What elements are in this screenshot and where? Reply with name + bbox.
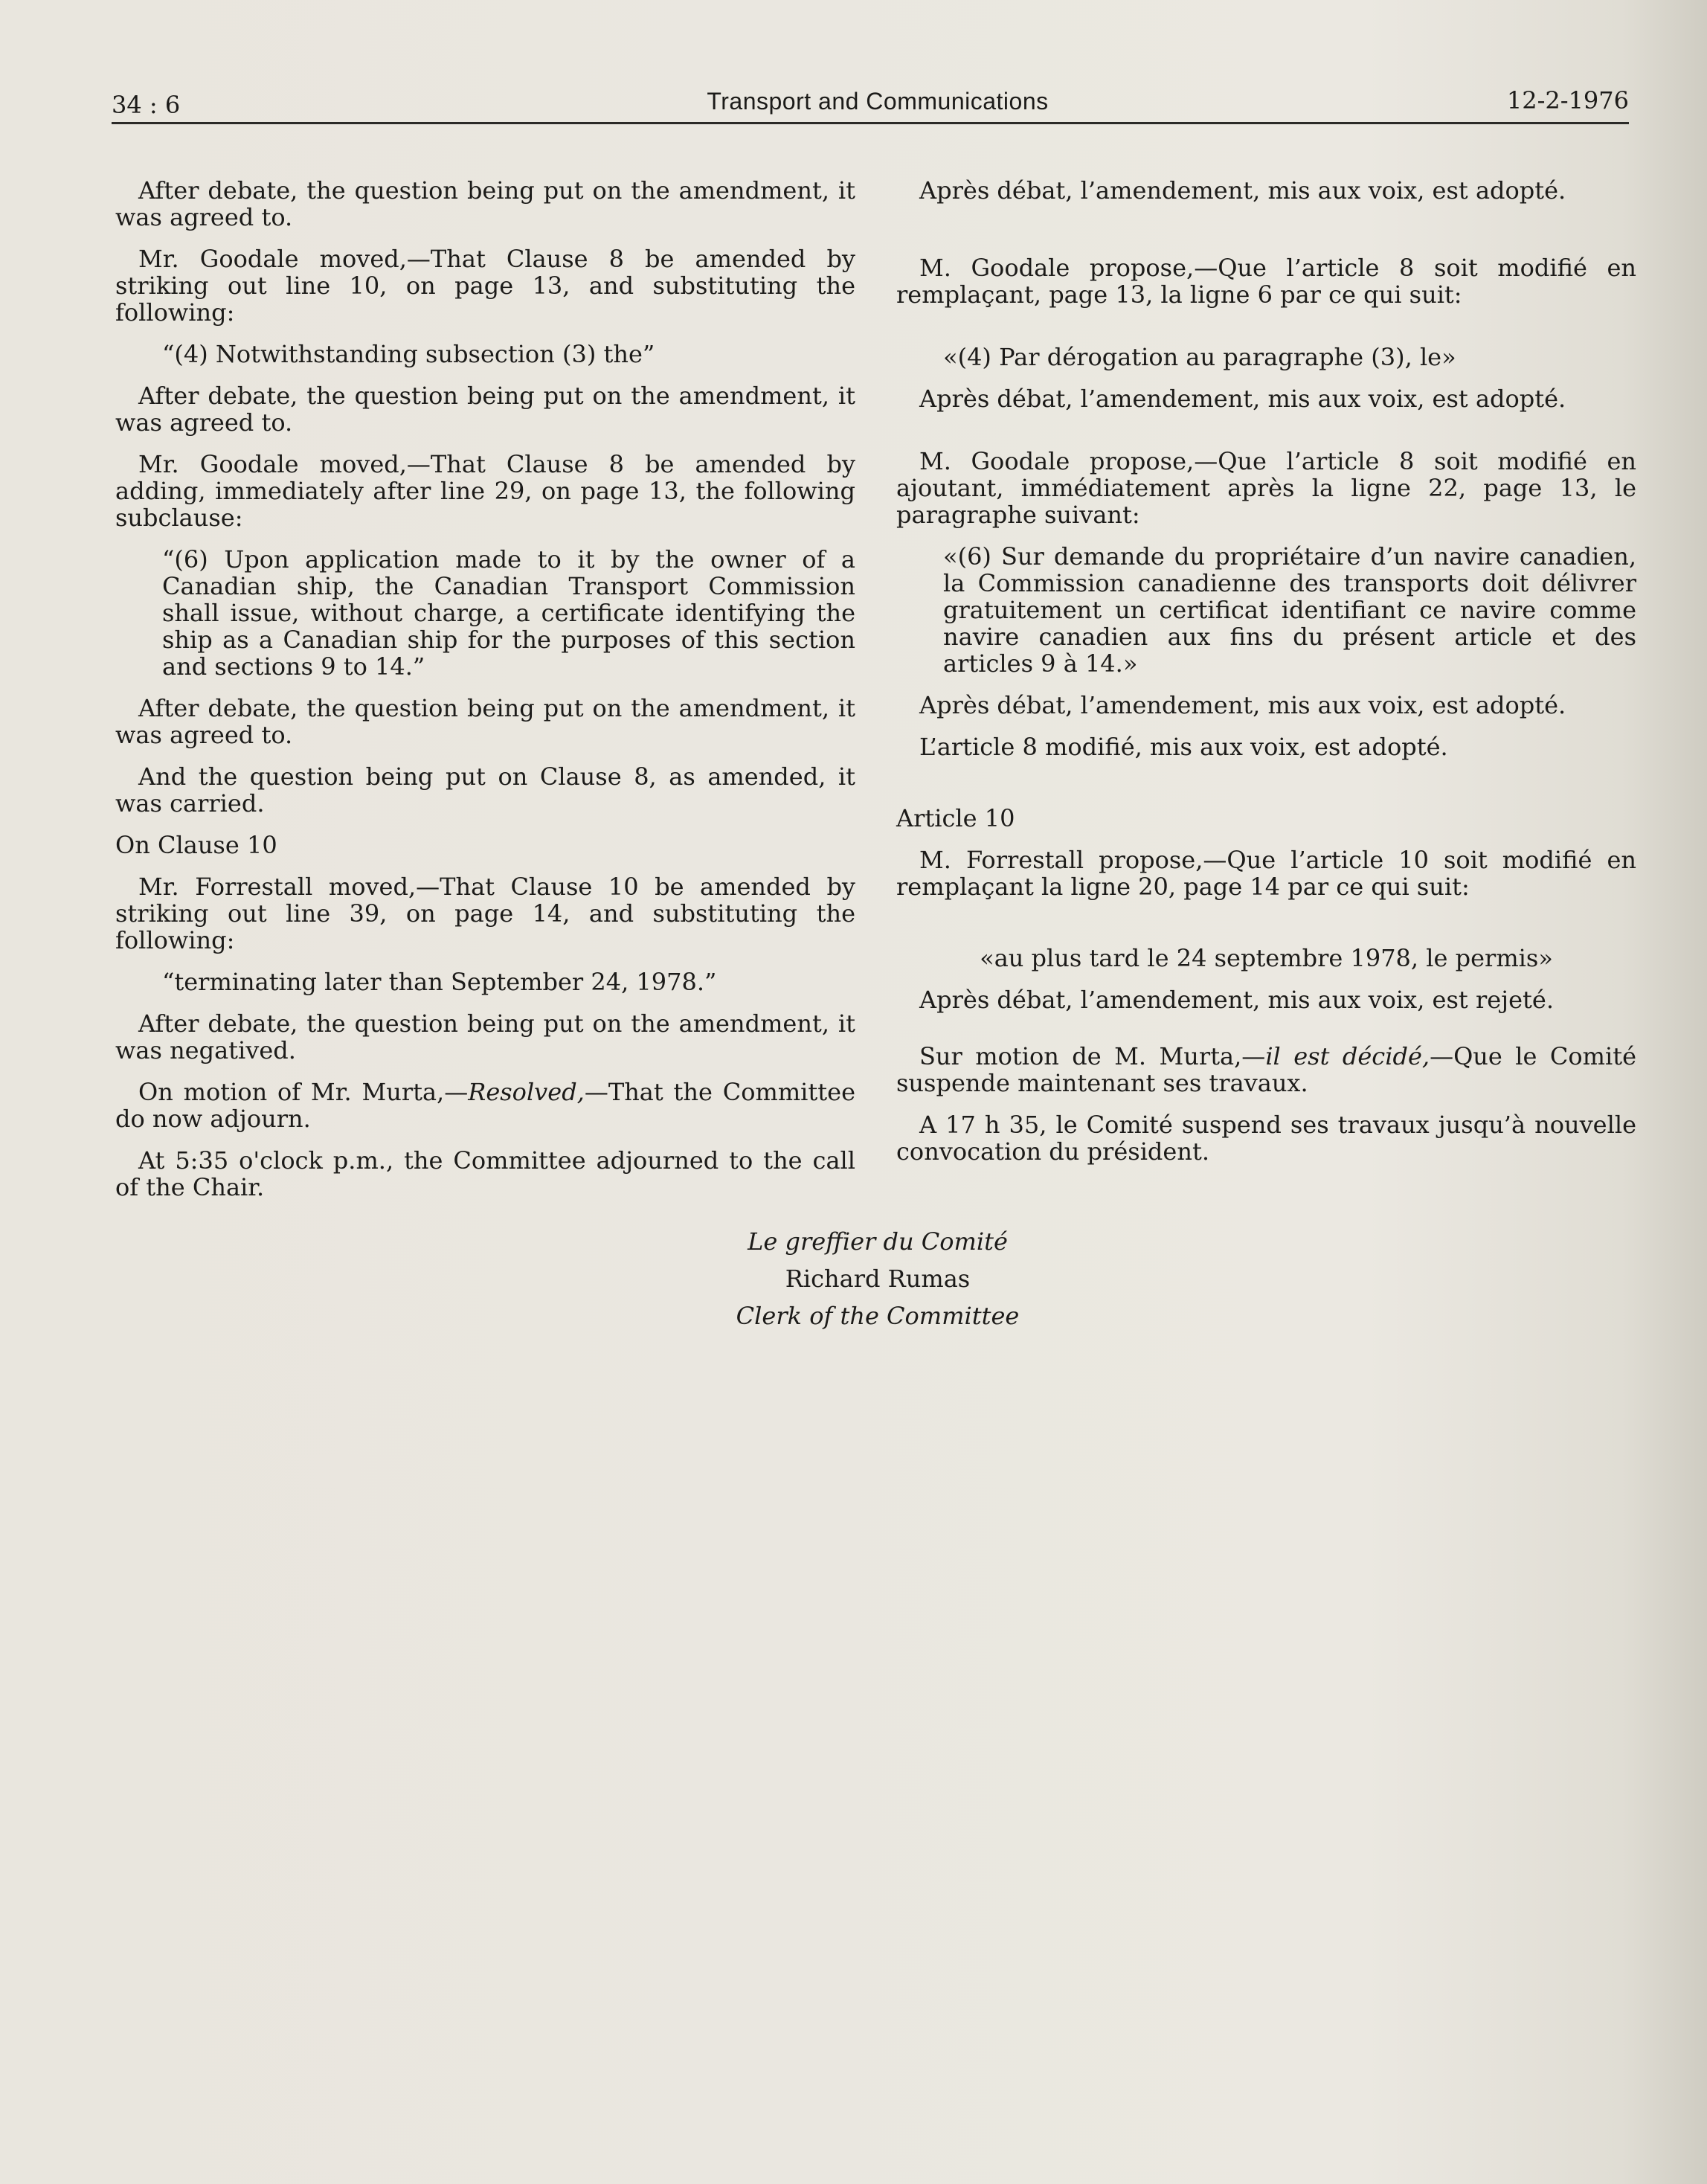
paragraph: After debate, the question being put on the amendment, it was agreed to. xyxy=(115,176,855,231)
paragraph: M. Forrestall propose,—Que l’article 10 soit modifié en remplaçant la ligne 20, page 14 par ce qui suit: xyxy=(896,846,1636,901)
paragraph: And the question being put on Clause 8, as amended, it was carried. xyxy=(115,762,855,818)
clerk-title-english: Clerk of the Committee xyxy=(736,1302,1020,1330)
spacer xyxy=(896,1028,1636,1043)
section-heading: Article 10 xyxy=(896,804,1015,832)
spacer xyxy=(896,915,1636,945)
italic-text: il est décidé, xyxy=(1265,1042,1430,1070)
clerk-name: Richard Rumas xyxy=(785,1265,971,1293)
paragraph: M. Goodale propose,—Que l’article 8 soit modifié en ajoutant, immédiatement après la ligne 22, page 13, le paragraphe suivant: xyxy=(896,447,1636,529)
header-date: 12-2-1976 xyxy=(1506,86,1629,115)
spacer xyxy=(896,775,1636,805)
paragraph: Après débat, l’amendement, mis aux voix, est adopté. xyxy=(919,176,1566,205)
paragraph: Après débat, l’amendement, mis aux voix, est adopté. xyxy=(919,385,1566,413)
spacer xyxy=(896,427,1636,448)
paragraph: Après débat, l’amendement, mis aux voix, est rejeté. xyxy=(919,986,1554,1014)
spacer xyxy=(896,323,1636,344)
signature-block xyxy=(115,1223,1640,1335)
paragraph xyxy=(896,1043,1636,1096)
english-column xyxy=(115,177,855,1215)
paragraph: Mr. Goodale moved,—That Clause 8 be amended by adding, immediately after line 29, on page 13, the following subclause: xyxy=(115,450,855,532)
header-rule xyxy=(112,122,1629,124)
paragraph: Après débat, l’amendement, mis aux voix, est adopté. xyxy=(919,691,1566,719)
paragraph: A 17 h 35, le Comité suspend ses travaux jusqu’à nouvelle convocation du président. xyxy=(896,1111,1636,1166)
spacer xyxy=(896,219,1636,254)
paragraph: L’article 8 modifié, mis aux voix, est adopté. xyxy=(919,733,1448,761)
text-run: —That the Committee do now adjourn. xyxy=(115,1078,855,1133)
paragraph: M. Goodale propose,—Que l’article 8 soit modifié en remplaçant, page 13, la ligne 6 par ce qui suit: xyxy=(896,254,1636,309)
clerk-title-french: Le greffier du Comité xyxy=(748,1227,1008,1256)
paragraph xyxy=(115,1079,855,1132)
paragraph: After debate, the question being put on the amendment, it was negatived. xyxy=(115,1009,855,1064)
quoted-amendment: «(6) Sur demande du propriétaire d’un navire canadien, la Commission canadienne des transports doit délivrer gratuitement un certificat identifiant ce navire comme navire canadien aux fins du présent article et des articles 9 à 14.» xyxy=(943,542,1636,678)
quoted-amendment: «au plus tard le 24 septembre 1978, le permis» xyxy=(980,944,1553,972)
quoted-amendment: “terminating later than September 24, 1978.” xyxy=(162,968,717,996)
text-run: —Que le Comité suspende maintenant ses travaux. xyxy=(896,1042,1637,1097)
italic-text: Resolved, xyxy=(468,1078,585,1106)
paragraph: Mr. Goodale moved,—That Clause 8 be amended by striking out line 10, on page 13, and substituting the following: xyxy=(115,245,855,327)
quoted-amendment: “(4) Notwithstanding subsection (3) the” xyxy=(162,340,655,368)
section-heading: On Clause 10 xyxy=(115,831,277,859)
text-run: Sur motion de M. Murta,— xyxy=(919,1042,1266,1070)
page-header xyxy=(112,83,1629,121)
quoted-amendment: «(4) Par dérogation au paragraphe (3), le» xyxy=(943,343,1456,371)
paragraph: At 5:35 o'clock p.m., the Committee adjourned to the call of the Chair. xyxy=(115,1146,855,1201)
running-title: Transport and Communications xyxy=(707,88,1049,115)
paragraph: Mr. Forrestall moved,—That Clause 10 be amended by striking out line 39, on page 14, and substituting the following: xyxy=(115,873,855,954)
text-run: On motion of Mr. Murta,— xyxy=(138,1078,469,1106)
paragraph: After debate, the question being put on the amendment, it was agreed to. xyxy=(115,694,855,749)
quoted-amendment: “(6) Upon application made to it by the owner of a Canadian ship, the Canadian Transport Commission shall issue, without charge, a certificate identifying the ship as a Canadian ship for the purposes of this section and sections 9 to 14.” xyxy=(162,545,855,681)
paragraph: After debate, the question being put on the amendment, it was agreed to. xyxy=(115,382,855,437)
page-number: 34 : 6 xyxy=(112,91,181,119)
french-column xyxy=(896,177,1636,1180)
